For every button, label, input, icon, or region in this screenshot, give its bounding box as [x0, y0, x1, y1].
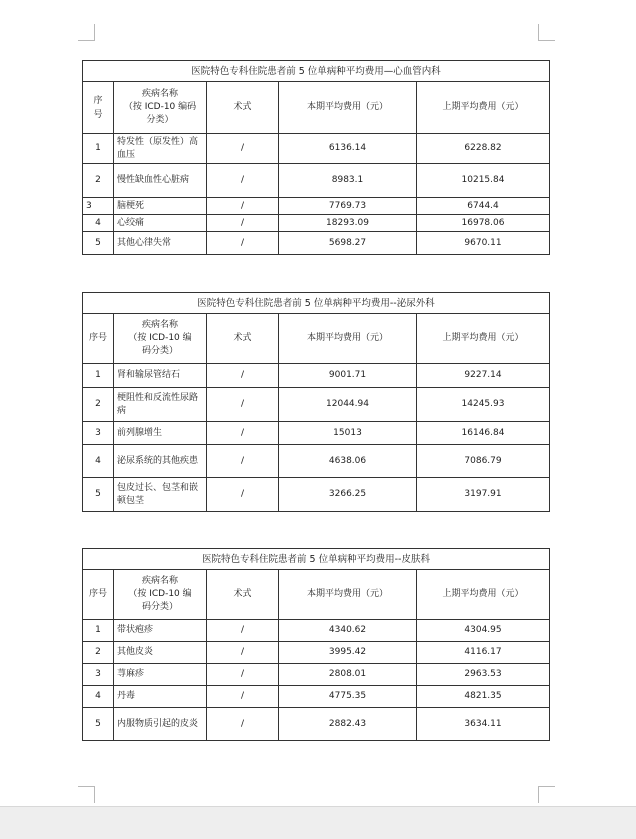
surgery-type: / — [207, 215, 279, 232]
table-row — [83, 364, 550, 388]
table-row — [83, 232, 550, 255]
header-index: 序号 — [83, 314, 114, 364]
row-index: 5 — [83, 478, 114, 512]
row-index: 3 — [83, 422, 114, 445]
disease-name: 肾和输尿管结石 — [114, 364, 207, 388]
window-bottom-edge — [0, 806, 636, 839]
header-index: 序号 — [83, 82, 114, 134]
current-cost: 18293.09 — [279, 215, 417, 232]
table-row — [83, 388, 550, 422]
current-cost: 8983.1 — [279, 164, 417, 198]
surgery-type: / — [207, 364, 279, 388]
previous-cost: 4304.95 — [417, 620, 550, 642]
surgery-type: / — [207, 134, 279, 164]
table-row — [83, 478, 550, 512]
previous-cost: 4116.17 — [417, 642, 550, 664]
header-previous-cost: 上期平均费用（元） — [417, 570, 550, 620]
table-row — [83, 642, 550, 664]
header-current-cost: 本期平均费用（元） — [279, 82, 417, 134]
row-index: 3 — [83, 664, 114, 686]
cost-table-cardiology — [82, 60, 550, 255]
row-index: 4 — [83, 686, 114, 708]
disease-name: 特发性（原发性）高血压 — [114, 134, 207, 164]
disease-name: 梗阻性和反流性尿路病 — [114, 388, 207, 422]
current-cost: 3995.42 — [279, 642, 417, 664]
header-disease: 疾病名称 （按 ICD-10 编 码分类） — [114, 314, 207, 364]
table-row — [83, 664, 550, 686]
previous-cost: 6228.82 — [417, 134, 550, 164]
surgery-type: / — [207, 198, 279, 215]
previous-cost: 9227.14 — [417, 364, 550, 388]
header-index: 序号 — [83, 570, 114, 620]
previous-cost: 9670.11 — [417, 232, 550, 255]
header-surgery: 术式 — [207, 314, 279, 364]
current-cost: 4340.62 — [279, 620, 417, 642]
row-index: 2 — [83, 164, 114, 198]
header-previous-cost: 上期平均费用（元） — [417, 82, 550, 134]
row-index: 4 — [83, 215, 114, 232]
table-row — [83, 620, 550, 642]
table-row — [83, 134, 550, 164]
row-index: 2 — [83, 642, 114, 664]
page-corner-mark — [538, 786, 555, 803]
surgery-type: / — [207, 664, 279, 686]
disease-name: 脑梗死 — [114, 198, 207, 215]
surgery-type: / — [207, 642, 279, 664]
header-surgery: 术式 — [207, 82, 279, 134]
current-cost: 12044.94 — [279, 388, 417, 422]
surgery-type: / — [207, 232, 279, 255]
header-disease: 疾病名称 （按 ICD-10 编 码分类） — [114, 570, 207, 620]
row-index: 2 — [83, 388, 114, 422]
header-previous-cost: 上期平均费用（元） — [417, 314, 550, 364]
previous-cost: 14245.93 — [417, 388, 550, 422]
disease-name: 包皮过长、包茎和嵌顿包茎 — [114, 478, 207, 512]
row-index: 1 — [83, 134, 114, 164]
table-row — [83, 164, 550, 198]
row-index: 1 — [83, 620, 114, 642]
current-cost: 5698.27 — [279, 232, 417, 255]
current-cost: 15013 — [279, 422, 417, 445]
cost-table-dermatology — [82, 548, 550, 741]
table-row — [83, 445, 550, 478]
table-title: 医院特色专科住院患者前 5 位单病种平均费用--泌尿外科 — [83, 293, 550, 314]
previous-cost: 10215.84 — [417, 164, 550, 198]
row-index: 4 — [83, 445, 114, 478]
row-index: 3 — [83, 198, 114, 215]
row-index: 1 — [83, 364, 114, 388]
surgery-type: / — [207, 445, 279, 478]
disease-name: 荨麻疹 — [114, 664, 207, 686]
surgery-type: / — [207, 388, 279, 422]
page-corner-mark — [78, 24, 95, 41]
header-disease: 疾病名称 （按 ICD-10 编码 分类） — [114, 82, 207, 134]
table-title: 医院特色专科住院患者前 5 位单病种平均费用—心血管内科 — [83, 61, 550, 82]
surgery-type: / — [207, 686, 279, 708]
previous-cost: 6744.4 — [417, 198, 550, 215]
disease-name: 其他心律失常 — [114, 232, 207, 255]
disease-name: 带状疱疹 — [114, 620, 207, 642]
previous-cost: 3634.11 — [417, 708, 550, 741]
previous-cost: 2963.53 — [417, 664, 550, 686]
table-row — [83, 708, 550, 741]
surgery-type: / — [207, 478, 279, 512]
current-cost: 7769.73 — [279, 198, 417, 215]
surgery-type: / — [207, 708, 279, 741]
header-current-cost: 本期平均费用（元） — [279, 314, 417, 364]
previous-cost: 16146.84 — [417, 422, 550, 445]
disease-name: 内服物质引起的皮炎 — [114, 708, 207, 741]
disease-name: 丹毒 — [114, 686, 207, 708]
disease-name: 前列腺增生 — [114, 422, 207, 445]
previous-cost: 3197.91 — [417, 478, 550, 512]
previous-cost: 16978.06 — [417, 215, 550, 232]
disease-name: 泌尿系统的其他疾患 — [114, 445, 207, 478]
table-row — [83, 686, 550, 708]
table-title: 医院特色专科住院患者前 5 位单病种平均费用--皮肤科 — [83, 549, 550, 570]
surgery-type: / — [207, 620, 279, 642]
current-cost: 6136.14 — [279, 134, 417, 164]
disease-name: 慢性缺血性心脏病 — [114, 164, 207, 198]
current-cost: 2808.01 — [279, 664, 417, 686]
current-cost: 4638.06 — [279, 445, 417, 478]
header-surgery: 术式 — [207, 570, 279, 620]
current-cost: 3266.25 — [279, 478, 417, 512]
disease-name: 其他皮炎 — [114, 642, 207, 664]
page-corner-mark — [78, 786, 95, 803]
page-corner-mark — [538, 24, 555, 41]
current-cost: 9001.71 — [279, 364, 417, 388]
row-index: 5 — [83, 232, 114, 255]
table-row — [83, 215, 550, 232]
current-cost: 4775.35 — [279, 686, 417, 708]
header-current-cost: 本期平均费用（元） — [279, 570, 417, 620]
surgery-type: / — [207, 422, 279, 445]
previous-cost: 7086.79 — [417, 445, 550, 478]
previous-cost: 4821.35 — [417, 686, 550, 708]
row-index: 5 — [83, 708, 114, 741]
surgery-type: / — [207, 164, 279, 198]
cost-table-urology — [82, 292, 550, 512]
table-row — [83, 198, 550, 215]
disease-name: 心绞痛 — [114, 215, 207, 232]
table-row — [83, 422, 550, 445]
current-cost: 2882.43 — [279, 708, 417, 741]
